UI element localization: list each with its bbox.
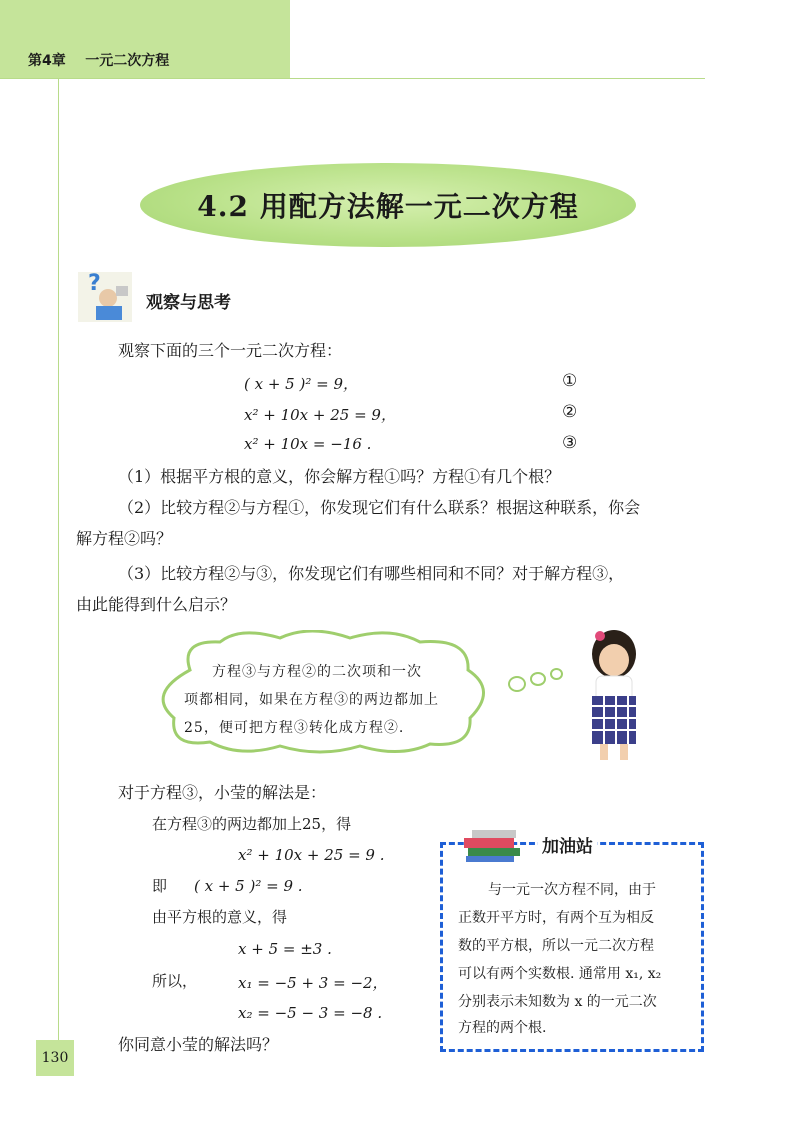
equation-2: x² + 10x + 25 = 9， xyxy=(244,406,396,424)
solution-step-4-label: 所以， xyxy=(152,972,198,990)
observe-think-icon xyxy=(74,266,136,326)
thought-bubble-dot xyxy=(530,672,546,686)
solution-step-3: 由平方根的意义，得 xyxy=(152,908,288,926)
thought-bubble-dot xyxy=(508,676,526,692)
station-line: 方程的两个根. xyxy=(458,1020,547,1036)
page-number-box xyxy=(36,1040,74,1076)
books-icon xyxy=(460,824,526,864)
equation-1: ( x + 5 )² = 9， xyxy=(244,375,359,393)
station-line: 分别表示未知数为 x 的一元二次 xyxy=(458,994,657,1010)
station-line: 数的平方根，所以一元二次方程 xyxy=(458,938,654,954)
question-2-line-1: （2）比较方程②与方程①，你发现它们有什么联系？根据这种联系，你会 xyxy=(118,498,641,517)
chapter-label: 第4章 一元二次方程 xyxy=(28,53,170,69)
solution-equation-5: x₂ = −5 − 3 = −8 . xyxy=(238,1004,383,1022)
station-line: 可以有两个实数根. 通常用 x₁, x₂ xyxy=(458,966,662,982)
station-line: 与一元一次方程不同，由于 xyxy=(488,882,656,898)
solution-equation-2: ( x + 5 )² = 9 . xyxy=(194,877,303,895)
solution-equation-3: x + 5 = ±3 . xyxy=(238,940,332,958)
margin-line xyxy=(58,78,59,1068)
cloud-line-2: 项都相同，如果在方程③的两边都加上 xyxy=(184,692,439,708)
solution-equation-1: x² + 10x + 25 = 9 . xyxy=(238,846,385,864)
equation-marker-2: ② xyxy=(562,402,578,422)
observe-intro: 观察下面的三个一元二次方程： xyxy=(118,341,343,360)
question-3-line-1: （3）比较方程②与③，你发现它们有哪些相同和不同？对于解方程③， xyxy=(118,564,625,583)
cloud-line-3: 25，便可把方程③转化成方程②. xyxy=(184,720,405,736)
question-3-line-2: 由此能得到什么启示？ xyxy=(76,595,237,614)
equation-3: x² + 10x = −16 . xyxy=(244,435,372,453)
header-divider xyxy=(0,78,705,79)
solution-intro: 对于方程③，小莹的解法是： xyxy=(118,783,327,802)
page-number: 130 xyxy=(41,1050,69,1066)
equation-marker-1: ① xyxy=(562,371,578,391)
equation-marker-3: ③ xyxy=(562,433,578,453)
question-2-line-2: 解方程②吗？ xyxy=(76,529,173,548)
cloud-line-1: 方程③与方程②的二次项和一次 xyxy=(212,664,422,680)
solution-step-2-label: 即 xyxy=(152,877,168,895)
question-1: （1）根据平方根的意义，你会解方程①吗？方程①有几个根？ xyxy=(118,467,561,486)
solution-step-1: 在方程③的两边都加上25，得 xyxy=(152,815,352,833)
section-title: 4.2 用配方法解一元二次方程 xyxy=(197,190,579,223)
thought-bubble-dot xyxy=(550,668,563,680)
girl-illustration xyxy=(574,626,654,762)
observe-section-title: 观察与思考 xyxy=(146,293,231,313)
station-title: 加油站 xyxy=(538,832,597,857)
solution-equation-4: x₁ = −5 + 3 = −2， xyxy=(238,974,388,992)
section-title-banner xyxy=(140,163,636,247)
station-line: 正数开平方时，有两个互为相反 xyxy=(458,910,654,926)
svg-text:?: ? xyxy=(88,271,101,296)
solution-question: 你同意小莹的解法吗？ xyxy=(118,1035,279,1054)
